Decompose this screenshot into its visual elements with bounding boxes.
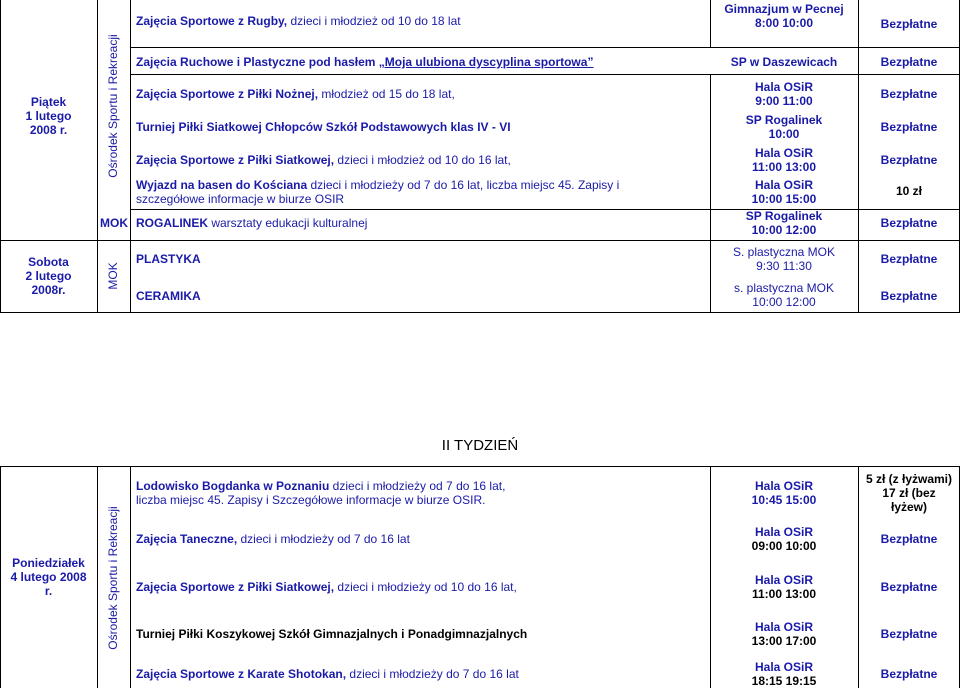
place-cell: Hala OSiR 13:00 17:00 (751, 620, 817, 648)
week-heading: II TYDZIEŃ (441, 437, 519, 454)
price-cell: Bezpłatne (880, 667, 938, 681)
price-cell: Bezpłatne (880, 289, 938, 303)
activity-pilka-siatkowa: Zajęcia Sportowe z Piłki Siatkowej, dzieci i młodzież od 10 do 16 lat, (136, 153, 511, 167)
activity-pilka-nozna: Zajęcia Sportowe z Piłki Nożnej, młodzież od 15 do 18 lat, (136, 87, 455, 101)
activity-turniej-siatkowka: Turniej Piłki Siatkowej Chłopców Szkół Podstawowych klas IV - VI (136, 120, 511, 134)
activity-lodowisko: Lodowisko Bogdanka w Poznaniu dzieci i młodzieży od 7 do 16 lat, liczba miejsc 45. Zapisy i Szczegółowe informacje w biurze OSIR. (136, 479, 506, 507)
place-cell: SP Rogalinek 10:00 12:00 (745, 209, 823, 237)
price-cell: Bezpłatne (880, 627, 938, 641)
place-cell: Hala OSiR 09:00 10:00 (751, 525, 817, 553)
place-cell: Hala OSiR 10:45 15:00 (751, 479, 817, 507)
day-name: Sobota (28, 255, 69, 269)
price-cell: Bezpłatne (880, 216, 938, 230)
place-cell: Hala OSiR 10:00 15:00 (751, 178, 817, 206)
place-cell: Hala OSiR 18:15 19:15 (751, 660, 817, 688)
organizer-osir-label: Ośrodek Sportu i Rekreacji (106, 34, 120, 178)
day-monday (0, 556, 97, 598)
price-cell: Bezpłatne (880, 17, 938, 31)
activity-plastyka: PLASTYKA (136, 252, 201, 266)
activity-ceramika: CERAMIKA (136, 289, 201, 303)
day-friday (0, 95, 97, 137)
activity-rogalinek: ROGALINEK warsztaty edukacji kulturalnej (136, 216, 368, 230)
organizer-osir-label: Ośrodek Sportu i Rekreacji (106, 506, 120, 650)
activity-ruchowe: Zajęcia Ruchowe i Plastyczne pod hasłem „Moja ulubiona dyscyplina sportowa” (136, 55, 594, 69)
day-date: 4 lutego 2008 (10, 570, 87, 584)
day-year: 2008r. (31, 283, 66, 297)
organizer-mok-label: MOK (106, 262, 120, 290)
place-cell: Gimnazjum w Pecnej 8:00 10:00 (724, 2, 844, 30)
day-date: 1 lutego (25, 109, 72, 123)
day-date: 2 lutego (25, 269, 72, 283)
price-cell: Bezpłatne (880, 55, 938, 69)
place-cell: Hala OSiR 9:00 11:00 (754, 80, 814, 108)
activity-koszykowka: Turniej Piłki Koszykowej Szkół Gimnazjalnych i Ponadgimnazjalnych (136, 627, 528, 641)
price-cell: Bezpłatne (880, 532, 938, 546)
activity-karate: Zajęcia Sportowe z Karate Shotokan, dzieci i młodzieży do 7 do 16 lat (136, 667, 519, 681)
price-cell: Bezpłatne (880, 153, 938, 167)
organizer-mok-inline: MOK (100, 216, 128, 230)
price-cell: 10 zł (895, 184, 922, 198)
place-cell: s. plastyczna MOK 10:00 12:00 (733, 281, 835, 309)
price-cell: Bezpłatne (880, 87, 938, 101)
day-name: Poniedziałek (12, 556, 85, 570)
price-cell: Bezpłatne (880, 252, 938, 266)
place-cell: SP Rogalinek 10:00 (745, 113, 823, 141)
day-name: Piątek (30, 95, 67, 109)
activity-pilka-siatkowa: Zajęcia Sportowe z Piłki Siatkowej, dzieci i młodzieży od 10 do 16 lat, (136, 580, 517, 594)
price-cell: Bezpłatne (880, 580, 938, 594)
place-cell: S. plastyczna MOK 9:30 11:30 (732, 245, 836, 273)
activity-taneczne: Zajęcia Taneczne, dzieci i młodzieży od 7 do 16 lat (136, 532, 410, 546)
price-cell: 5 zł (z łyżwami) 17 zł (bez łyżew) (865, 472, 953, 514)
day-saturday (0, 255, 97, 297)
price-cell: Bezpłatne (880, 120, 938, 134)
place-cell: Hala OSiR 11:00 13:00 (751, 146, 817, 174)
day-year: 2008 r. (29, 123, 68, 137)
activity-basen: Wyjazd na basen do Kościana dzieci i młodzieży od 7 do 16 lat, liczba miejsc 45. Zapisy i szczegółowe informacje w biurze OSIR (136, 178, 620, 206)
place-cell: SP w Daszewicach (730, 55, 838, 69)
place-cell: Hala OSiR 11:00 13:00 (751, 573, 817, 601)
day-year: r. (44, 584, 53, 598)
activity-rugby: Zajęcia Sportowe z Rugby, dzieci i młodzież od 10 do 18 lat (136, 14, 461, 28)
